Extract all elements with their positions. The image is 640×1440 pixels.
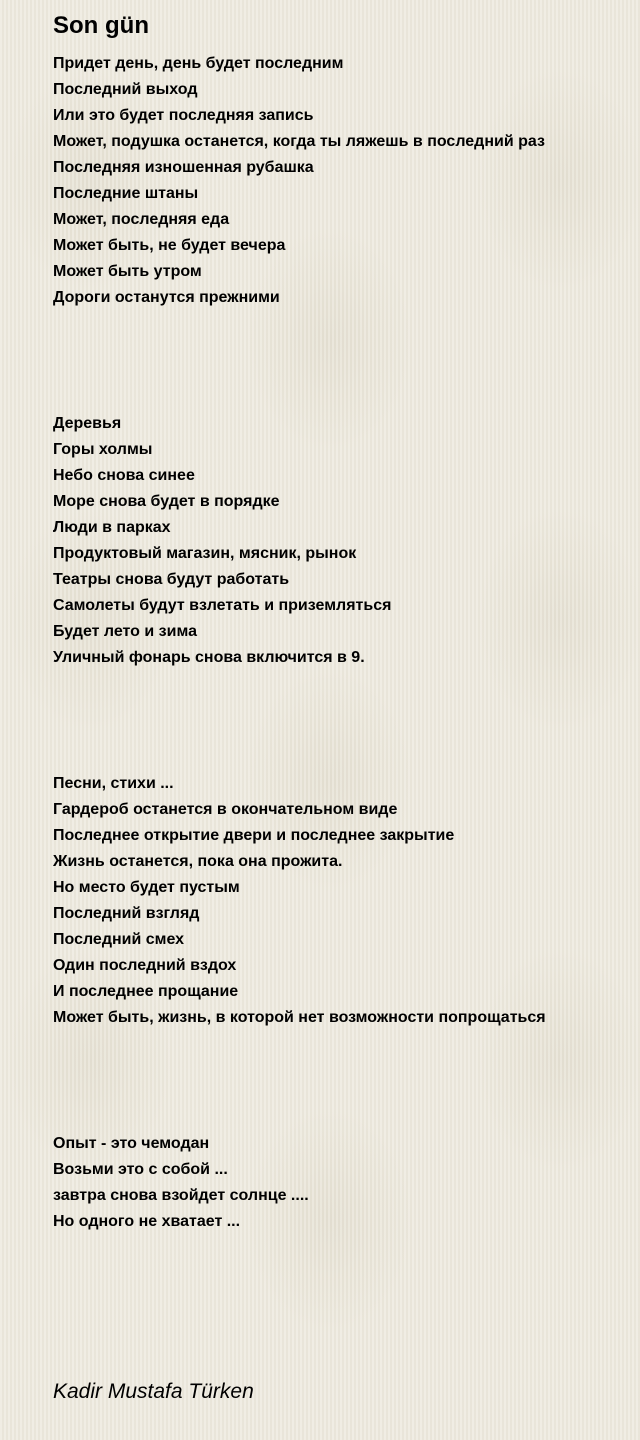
poem-line: Дороги останутся прежними bbox=[53, 289, 280, 306]
stanza-2 bbox=[53, 411, 391, 671]
poem-line: Но одного не хватает ... bbox=[53, 1213, 241, 1230]
poem-line: Гардероб останется в окончательном виде bbox=[53, 801, 398, 818]
stanza-3 bbox=[53, 771, 546, 1031]
poem-line: Будет лето и зима bbox=[53, 623, 197, 640]
poem-line: Последний выход bbox=[53, 81, 198, 98]
poem-line: Продуктовый магазин, мясник, рынок bbox=[53, 545, 357, 562]
poem-line: Люди в парках bbox=[53, 519, 171, 536]
poem-line: Может быть утром bbox=[53, 263, 202, 280]
poem-line: Может быть, не будет вечера bbox=[53, 237, 286, 254]
poem-line: Последний смех bbox=[53, 931, 185, 948]
poem-line: завтра снова взойдет солнце .... bbox=[53, 1187, 309, 1204]
poem-line: Может быть, жизнь, в которой нет возможности попрощаться bbox=[53, 1009, 546, 1026]
poem-line: Но место будет пустым bbox=[53, 879, 240, 896]
poem-line: И последнее прощание bbox=[53, 983, 239, 1000]
poem-line: Театры снова будут работать bbox=[53, 571, 290, 588]
poem-line: Море снова будет в порядке bbox=[53, 493, 280, 510]
poem-line: Придет день, день будет последним bbox=[53, 55, 344, 72]
poem-line: Песни, стихи ... bbox=[53, 775, 174, 792]
poem-line: Жизнь останется, пока она прожита. bbox=[53, 853, 343, 870]
poem-line: Самолеты будут взлетать и приземляться bbox=[53, 597, 392, 614]
author-name: Kadir Mustafa Türken bbox=[53, 1380, 254, 1403]
poem-line: Опыт - это чемодан bbox=[53, 1135, 210, 1152]
stanza-1 bbox=[53, 51, 545, 311]
poem-line: Последнее открытие двери и последнее закрытие bbox=[53, 827, 455, 844]
poem-line: Уличный фонарь снова включится в 9. bbox=[53, 649, 365, 666]
stanza-4 bbox=[53, 1131, 309, 1235]
poem-line: Горы холмы bbox=[53, 441, 153, 458]
poem-line: Деревья bbox=[53, 415, 122, 432]
poem-line: Небо снова синее bbox=[53, 467, 195, 484]
poem-line: Последняя изношенная рубашка bbox=[53, 159, 314, 176]
poem-line: Возьми это с собой ... bbox=[53, 1161, 228, 1178]
poem-title: Son gün bbox=[53, 12, 149, 39]
poem-line: Один последний вздох bbox=[53, 957, 237, 974]
poem-line: Или это будет последняя запись bbox=[53, 107, 314, 124]
poem-line: Последние штаны bbox=[53, 185, 199, 202]
poem-line: Может, последняя еда bbox=[53, 211, 230, 228]
poem-line: Может, подушка останется, когда ты ляжешь в последний раз bbox=[53, 133, 545, 150]
poem-line: Последний взгляд bbox=[53, 905, 200, 922]
